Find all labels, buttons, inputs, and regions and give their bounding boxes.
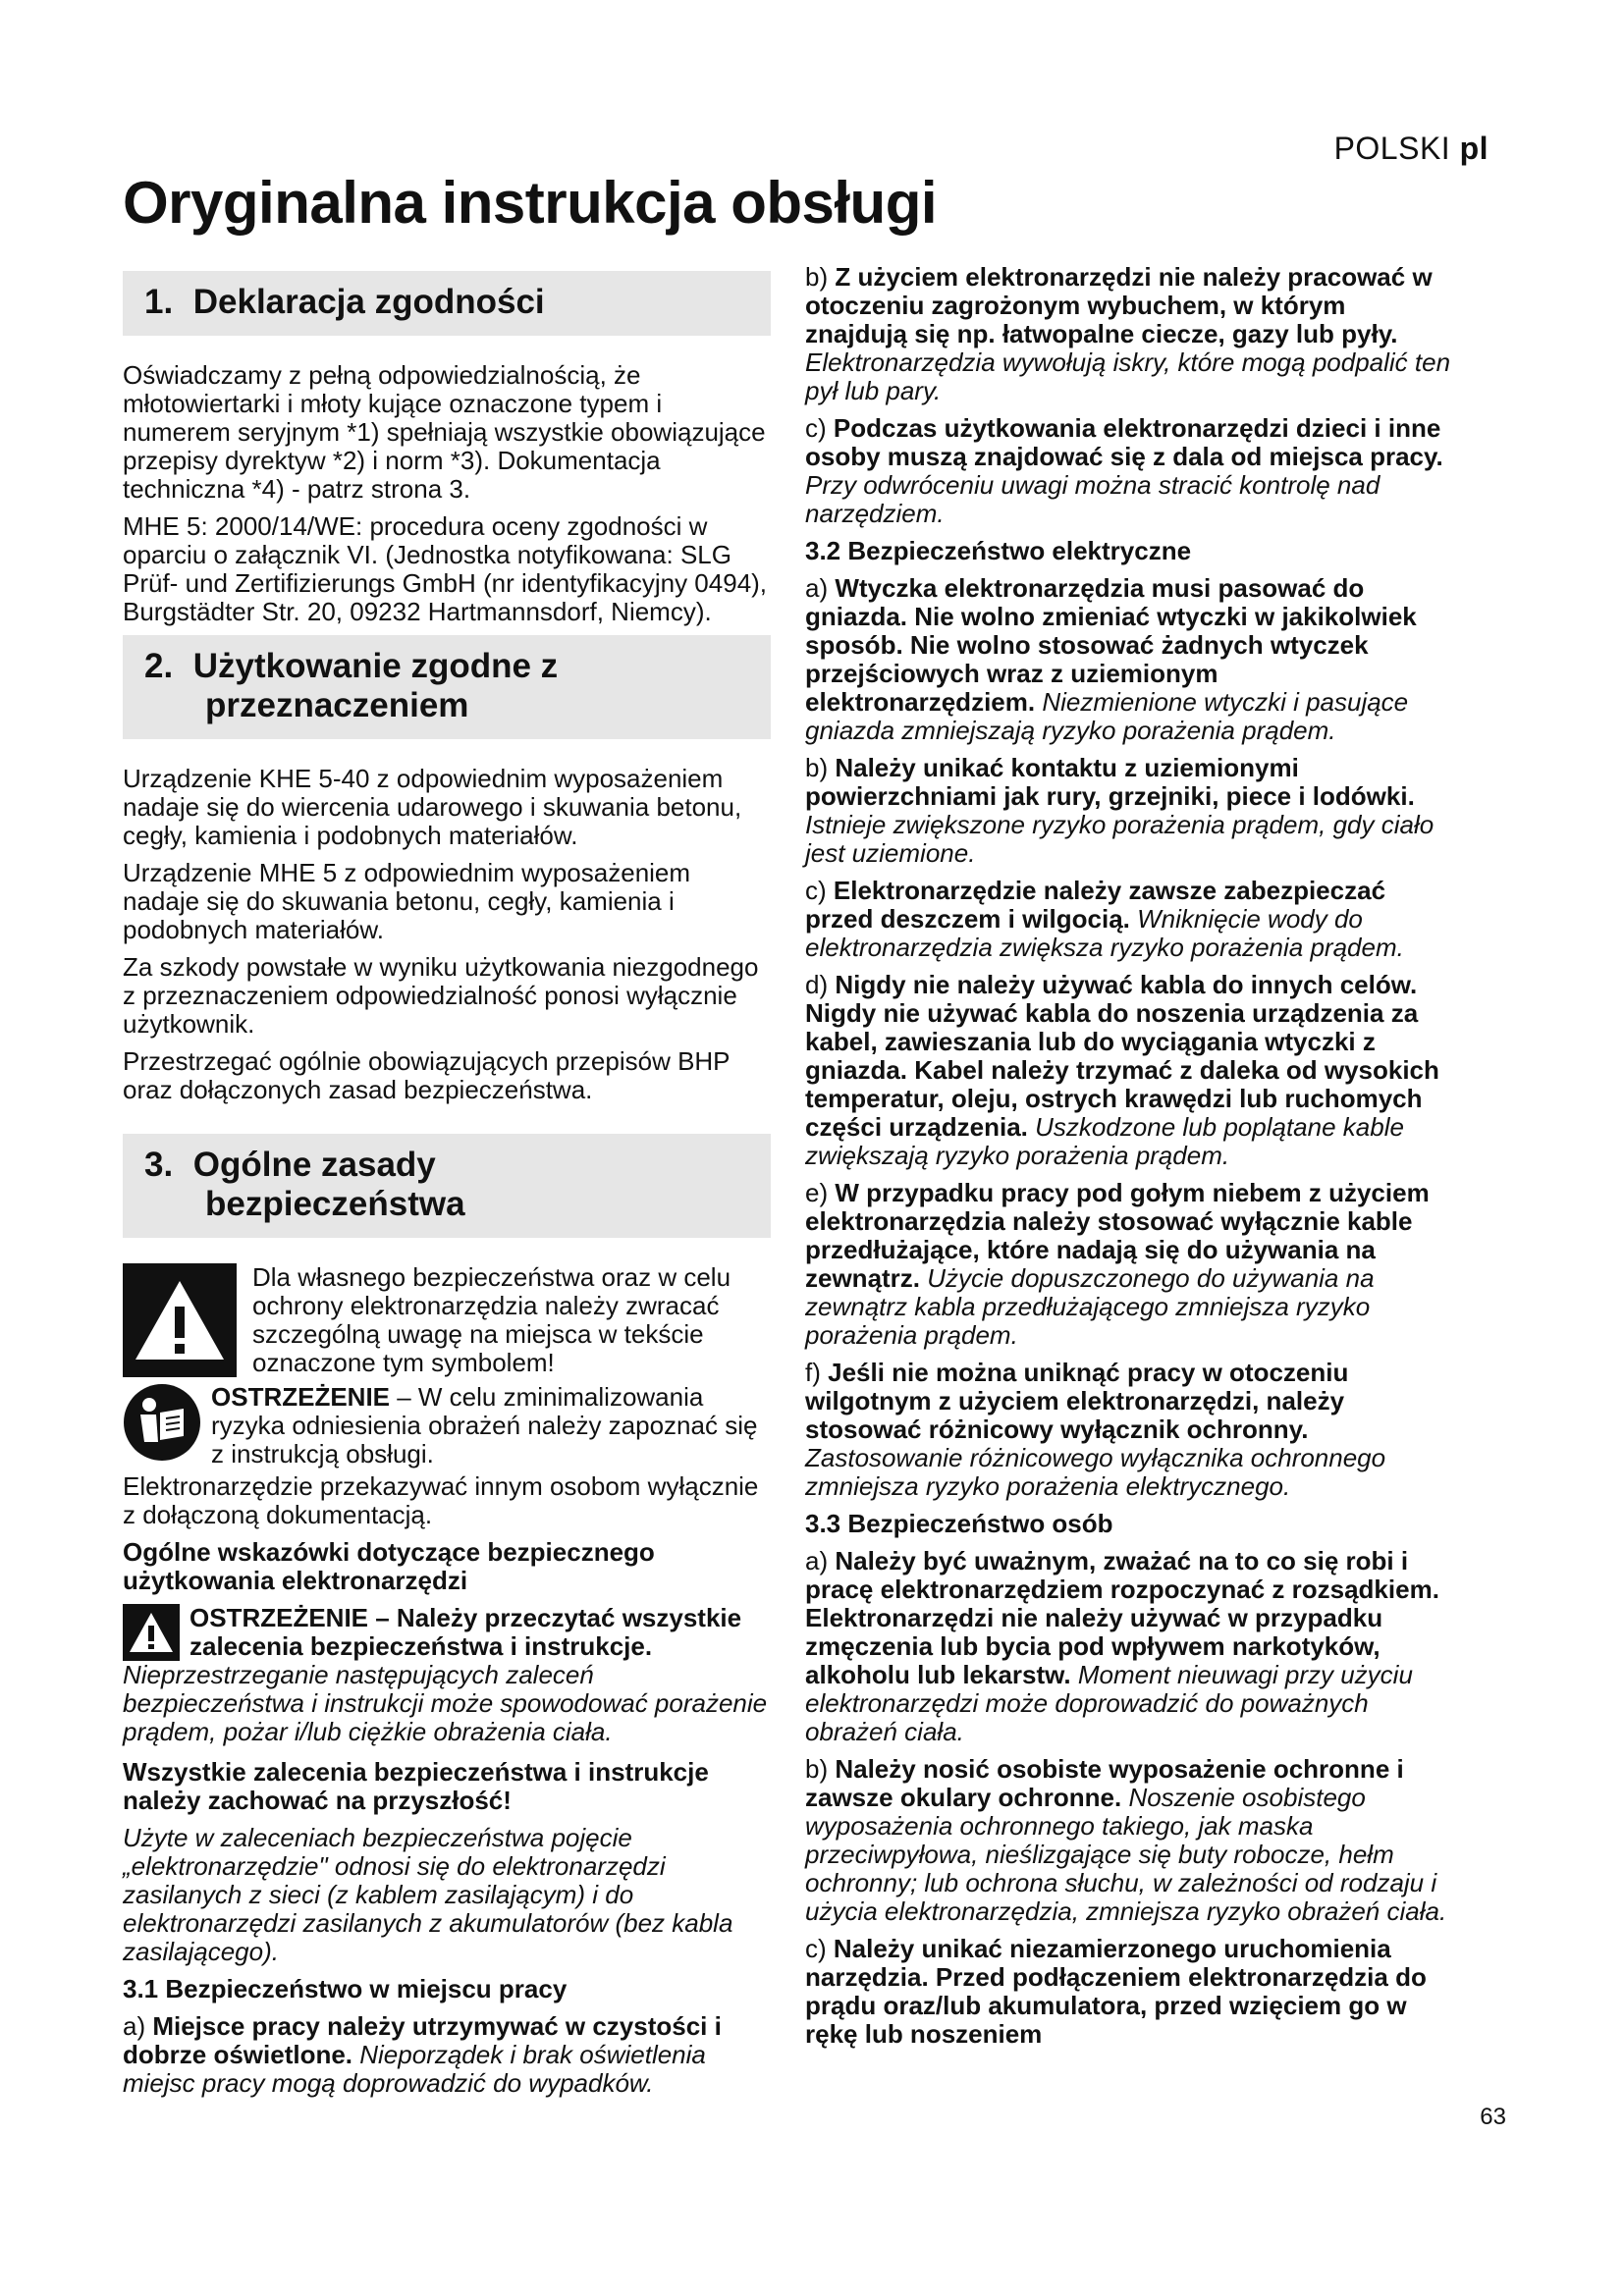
item-bold: Należy być uważnym, zważać na to co się robi i pracę elektronarzędziem rozpoczynać z rozsądkiem. Elektronarzędzi nie należy używać w przypadku zmęczenia lub bycia pod wpływem narkotyków, alkoholu lub lekarstw. [805, 1546, 1439, 1689]
item-italic: Zastosowanie różnicowego wyłącznika ochronnego zmniejsza ryzyko porażenia elektrycznego. [805, 1443, 1386, 1501]
item-italic: Uszkodzone lub poplątane kable zwiększają ryzyko porażenia prądem. [805, 1112, 1404, 1170]
item-italic: Istnieje zwiększone ryzyko porażenia prądem, gdy ciało jest uziemione. [805, 810, 1435, 868]
item-italic: Moment nieuwagi przy użyciu elektronarzędzi może doprowadzić do poważnych obrażeń ciała. [805, 1660, 1413, 1746]
item-label: b) [805, 753, 836, 782]
warning-text: – W celu zminimalizowania ryzyka odniesienia obrażeń należy zapoznać się z instrukcją obsługi. [211, 1382, 758, 1468]
item-label: c) [805, 1934, 834, 1963]
item-bold: Wtyczka elektronarzędzia musi pasować do gniazda. Nie wolno zmieniać wtyczki w jakikolwiek sposób. Nie wolno stosować żadnych wtyczek przejściowych wraz z uziemionym elektronarzędziem. [805, 573, 1417, 717]
section-3-1-title: 3.1 Bezpieczeństwo w miejscu pracy [123, 1974, 568, 2003]
item-label: b) [805, 262, 836, 292]
s33-item-a [805, 1547, 1453, 1746]
general-safety-heading: Ogólne wskazówki dotyczące bezpiecznego użytkowania elektronarzędzi [123, 1537, 655, 1595]
warning-triangle-small-icon [123, 1604, 180, 1661]
language-label [1334, 131, 1489, 167]
item-bold: W przypadku pracy pod gołym niebem z użyciem elektronarzędzia należy stosować wyłącznie kable przedłużające, które nadają się do używania na zewnątrz. [805, 1178, 1430, 1293]
read-manual-icon [123, 1383, 201, 1462]
s31-item-c [805, 414, 1453, 528]
item-label: e) [805, 1178, 836, 1207]
s32-item-d [805, 971, 1453, 1170]
keep-instructions-bold: Wszystkie zalecenia bezpieczeństwa i instrukcje należy zachować na przyszłość! [123, 1757, 709, 1815]
warning-symbol-block [123, 1263, 771, 1377]
section-number: 3. [144, 1146, 174, 1184]
item-italic: Nieporządek i brak oświetlenia miejsc pracy mogą doprowadzić do wypadków. [123, 2040, 706, 2098]
symbol-explanation: Dla własnego bezpieczeństwa oraz w celu ochrony elektronarzędzia należy zwracać szczególną uwagę na miejsca w tekście oznaczone tym symbolem! [252, 1262, 731, 1377]
item-label: c) [805, 876, 834, 905]
item-bold: Podczas użytkowania elektronarzędzi dzieci i inne osoby muszą znajdować się z dala od miejsca pracy. [805, 413, 1443, 471]
item-italic: Przy odwróceniu uwagi można stracić kontrolę nad narzędziem. [805, 470, 1380, 528]
declaration-text: Oświadczamy z pełną odpowiedzialnością, że młotowiertarki i młoty kujące oznaczone typem i numerem seryjnym *1) spełniają wszystkie obowiązujące przepisy dyrektyw *2) i norm *3). Dokumentacja techniczna *4) - patrz strona 3. [123, 360, 766, 504]
item-bold: Należy unikać niezamierzonego uruchomienia narzędzia. Przed podłączeniem elektronarzędzia do prądu oraz/lub akumulatora, przed wzięciem go w rękę lub noszeniem [805, 1934, 1427, 2049]
language-code: pl [1459, 131, 1489, 166]
bhp-text: Przestrzegać ogólnie obowiązujących przepisów BHP oraz dołączonych zasad bezpieczeństwa. [123, 1046, 731, 1104]
s32-item-b [805, 754, 1453, 868]
item-label: b) [805, 1754, 836, 1784]
item-bold: Jeśli nie można uniknąć pracy w otoczeniu wilgotnym z użyciem elektronarzędzi, należy stosować różnicowy wyłącznik ochronny. [805, 1358, 1349, 1444]
section-title-continued: przeznaczeniem [205, 686, 469, 724]
section-title: Użytkowanie zgodne z [192, 647, 559, 685]
item-bold: Należy nosić osobiste wyposażenie ochronne i zawsze okulary ochronne. [805, 1754, 1404, 1812]
item-italic: Wniknięcie wody do elektronarzędzia zwiększa ryzyko porażenia prądem. [805, 904, 1404, 962]
section-3-3-title: 3.3 Bezpieczeństwo osób [805, 1509, 1113, 1538]
language-name: POLSKI [1333, 131, 1451, 166]
item-label: a) [805, 573, 836, 603]
section-3-2-title: 3.2 Bezpieczeństwo elektryczne [805, 536, 1192, 565]
intended-use-mhe: Urządzenie MHE 5 z odpowiednim wyposażeniem nadaje się do skuwania betonu, cegły, kamienia i podobnych materiałów. [123, 858, 691, 944]
section-title: Deklaracja zgodności [192, 283, 545, 321]
s32-item-f [805, 1359, 1453, 1501]
s33-item-b [805, 1755, 1453, 1926]
item-label: c) [805, 413, 834, 443]
keep-instructions-italic: Użyte w zaleceniach bezpieczeństwa pojęcie „elektronarzędzie" odnosi się do elektronarzędzi zasilanych z sieci (z kablem zasilającym) i do elektronarzędzi zasilanych z akumulatorów (bez kabla zasilającego). [123, 1823, 733, 1966]
intended-use-khe: Urządzenie KHE 5-40 z odpowiednim wyposażeniem nadaje się do wiercenia udarowego i skuwania betonu, cegły, kamienia i podobnych materiałów. [123, 764, 742, 850]
s31-item-a [123, 2012, 771, 2098]
item-bold: Nigdy nie należy używać kabla do innych celów. Nigdy nie używać kabla do noszenia urządzenia za kabel, zawieszania lub do wyciągania wtyczki z gniazda. Kabel należy trzymać z daleka od wysokich temperatur, oleju, ostrych krawędzi lub ruchomych części urządzenia. [805, 970, 1439, 1142]
section-number: 2. [144, 647, 174, 685]
manual-warning-block [123, 1383, 771, 1468]
liability-text: Za szkody powstałe w wyniku użytkowania niezgodnego z przeznaczeniem odpowiedzialność ponosi wyłącznie użytkownik. [123, 952, 759, 1039]
section-3-heading [123, 1134, 771, 1238]
s31-item-b [805, 263, 1453, 405]
page-number: 63 [1480, 2104, 1506, 2130]
item-label: a) [805, 1546, 836, 1575]
item-italic: Niezmienione wtyczki i pasujące gniazda zmniejszają ryzyko porażenia prądem. [805, 687, 1409, 745]
item-bold: Należy unikać kontaktu z uziemionymi powierzchniami jak rury, grzejniki, piece i lodówki. [805, 753, 1415, 811]
section-title-continued: bezpieczeństwa [205, 1185, 465, 1223]
item-bold: Z użyciem elektronarzędzi nie należy pracować w otoczeniu zagrożonym wybuchem, w którym znajdują się np. łatwopalne ciecze, gazy lub pyły. [805, 262, 1433, 348]
item-bold: Miejsce pracy należy utrzymywać w czystości i dobrze oświetlone. [123, 2011, 722, 2069]
section-1-heading [123, 271, 771, 336]
item-italic: Elektronarzędzia wywołują iskry, które mogą podpalić ten pył lub pary. [805, 347, 1451, 405]
left-column [123, 263, 771, 2107]
item-label: f) [805, 1358, 829, 1387]
read-all-warning-italic: Nieprzestrzeganie następujących zaleceń bezpieczeństwa i instrukcji może spowodować porażenie prądem, pożar i/lub ciężkie obrażenia ciała. [123, 1660, 768, 1746]
item-label: a) [123, 2011, 153, 2041]
section-number: 1. [144, 283, 174, 321]
s32-item-e [805, 1179, 1453, 1350]
section-2-heading [123, 635, 771, 739]
right-column [805, 263, 1453, 2057]
item-bold: Elektronarzędzie należy zawsze zabezpieczać przed deszczem i wilgocią. [805, 876, 1386, 934]
s33-item-c [805, 1935, 1453, 2049]
s32-item-a [805, 574, 1453, 745]
item-italic: Noszenie osobistego wyposażenia ochronnego takiego, jak maska przeciwpyłowa, nieślizgające się buty robocze, hełm ochronny; lub ochrona słuchu, w zależności od rodzaju i użycia elektronarzędzia, zmniejsza ryzyko obrażeń ciała. [805, 1783, 1447, 1926]
page-title: Oryginalna instrukcja obsługi [123, 170, 938, 236]
section-title: Ogólne zasady [192, 1146, 436, 1184]
warning-triangle-icon [123, 1263, 237, 1377]
read-all-warning [123, 1604, 771, 1661]
pass-on-text: Elektronarzędzie przekazywać innym osobom wyłącznie z dołączoną dokumentacją. [123, 1471, 759, 1529]
notified-body-text: MHE 5: 2000/14/WE: procedura oceny zgodności w oparciu o załącznik VI. (Jednostka notyfikowana: SLG Prüf- und Zertifizierungs GmbH (nr identyfikacyjny 0494), Burgstädter Str. 20, 09232 Hartmannsdorf, Niemcy). [123, 511, 768, 626]
warning-label: OSTRZEŻENIE [211, 1382, 391, 1412]
s32-item-c [805, 877, 1453, 962]
item-italic: Użycie dopuszczonego do używania na zewnątrz kabla przedłużającego zmniejsza ryzyko porażenia prądem. [805, 1263, 1375, 1350]
item-label: d) [805, 970, 836, 999]
read-all-warning-bold: OSTRZEŻENIE – Należy przeczytać wszystkie zalecenia bezpieczeństwa i instrukcje. [189, 1603, 742, 1661]
manual-warning-text [211, 1383, 771, 1468]
